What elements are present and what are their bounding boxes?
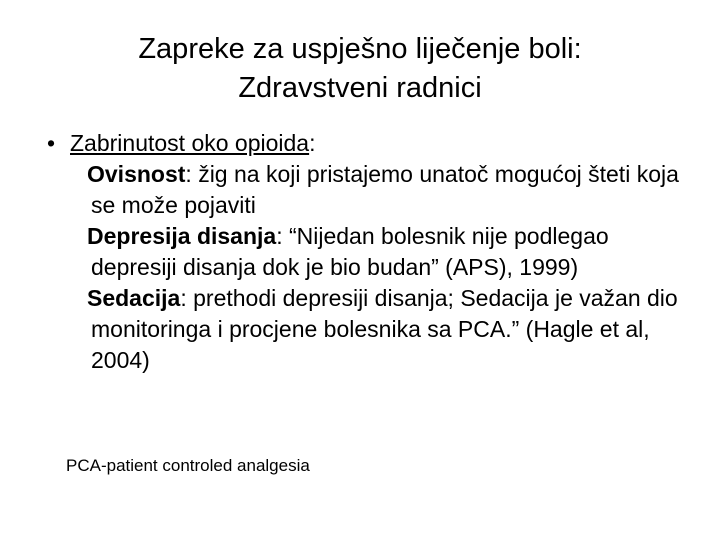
bullet-heading: Zabrinutost oko opioida — [70, 130, 310, 156]
bullet-dot-icon: • — [47, 130, 56, 156]
sub-item-term: Sedacija — [87, 285, 181, 311]
sub-item-text: : “Nijedan bolesnik nije podlegao depresiji disanja dok je bio budan” (APS), 1999) — [91, 223, 609, 280]
footnote: PCA-patient controled analgesia — [66, 456, 310, 475]
bullet-heading-line — [47, 128, 697, 159]
sub-item-term: Depresija disanja — [87, 223, 277, 249]
slide-title-line2: Zdravstveni radnici — [238, 72, 482, 104]
sub-item-text: : žig na koji pristajemo unatoč mogućoj šteti koja se može pojaviti — [91, 161, 679, 218]
bullet-heading-suffix: : — [309, 130, 316, 156]
bullet-block — [47, 128, 697, 376]
sub-item-term: Ovisnost — [87, 161, 186, 187]
sub-item-sedacija — [47, 283, 697, 376]
sub-item-ovisnost — [47, 159, 697, 221]
sub-item-depresija — [47, 221, 697, 283]
slide-title — [0, 30, 720, 108]
sub-item-text: : prethodi depresiji disanja; Sedacija je važan dio monitoringa i procjene bolesnika sa PCA.” (Hagle et al, 2004) — [91, 285, 678, 373]
slide-title-line1: Zapreke za uspješno liječenje boli: — [138, 33, 582, 65]
